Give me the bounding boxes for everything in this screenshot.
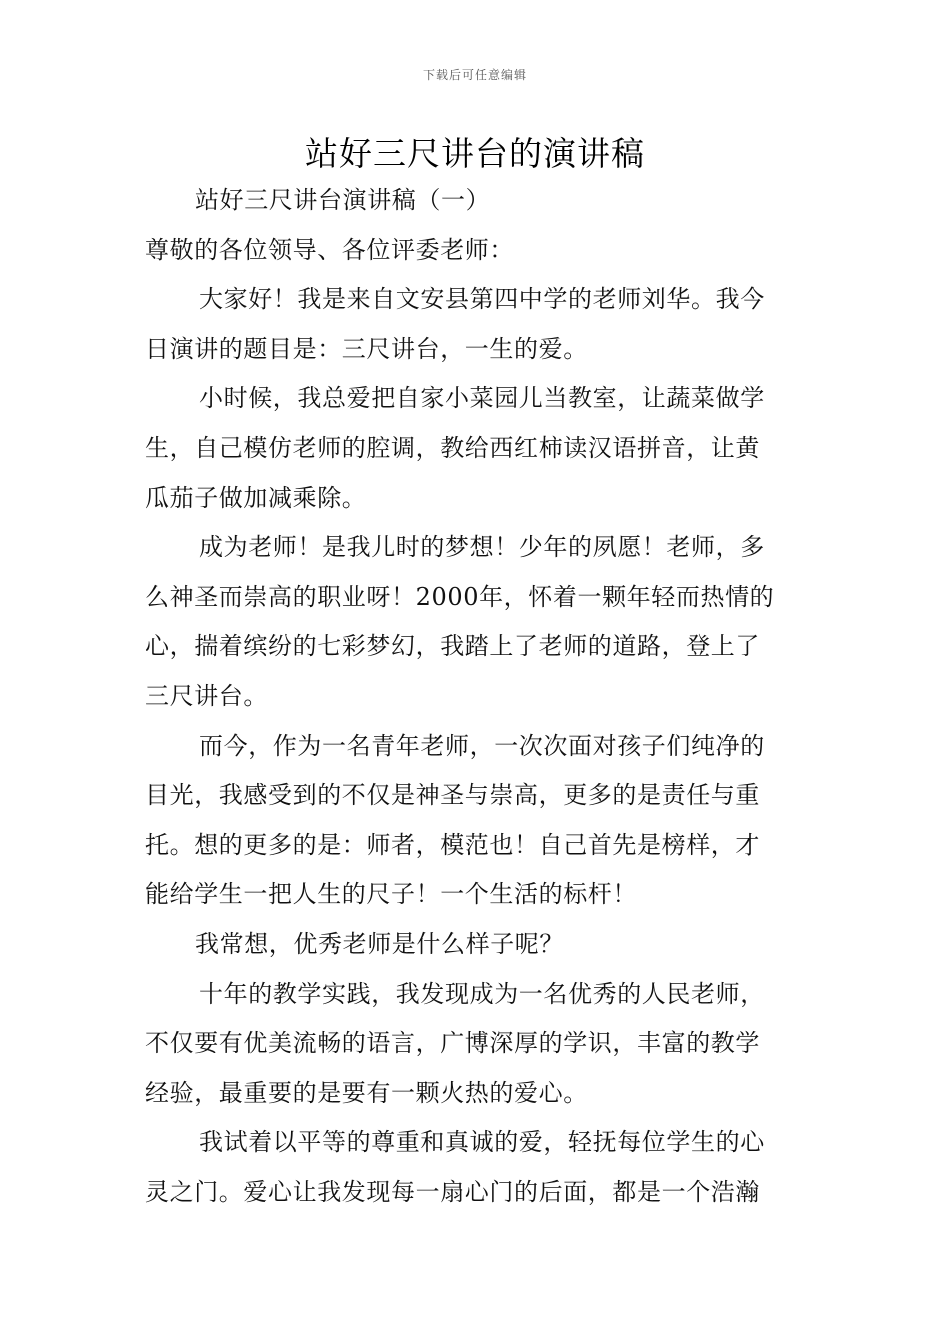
text-line: 我试着以平等的尊重和真诚的爱，轻抚每位学生的心 [199, 1128, 765, 1157]
text-line: 么神圣而崇高的职业呀！2000年，怀着一颗年轻而热情的 [145, 582, 775, 611]
text-line: 瓜茄子做加减乘除。 [145, 483, 367, 512]
text-line: 成为老师！是我儿时的梦想！少年的夙愿！老师，多 [199, 533, 765, 562]
text-line: 经验，最重要的是要有一颗火热的爱心。 [145, 1078, 588, 1107]
text-line: 托。想的更多的是：师者，模范也！自己首先是榜样，才 [145, 830, 760, 859]
text-line: 心，揣着缤纷的七彩梦幻，我踏上了老师的道路，登上了 [145, 632, 760, 661]
text-line: 日演讲的题目是：三尺讲台，一生的爱。 [145, 334, 588, 363]
text-line: 十年的教学实践，我发现成为一名优秀的人民老师， [199, 979, 765, 1008]
text-line: 站好三尺讲台演讲稿（一） [195, 186, 491, 214]
text-line: 能给学生一把人生的尺子！一个生活的标杆！ [145, 880, 637, 909]
text-line: 大家好！我是来自文安县第四中学的老师刘华。我今 [199, 285, 765, 314]
text-line: 不仅要有优美流畅的语言，广博深厚的学识，丰富的教学 [145, 1029, 760, 1058]
text-line: 我常想，优秀老师是什么样子呢？ [195, 929, 564, 958]
text-line: 灵之门。爱心让我发现每一扇心门的后面，都是一个浩瀚 [145, 1177, 760, 1206]
text-line: 生，自己模仿老师的腔调，教给西红柿读汉语拼音，让黄 [145, 433, 760, 462]
text-line: 尊敬的各位领导、各位评委老师： [145, 235, 514, 264]
speech-body [145, 176, 807, 1217]
text-line: 三尺讲台。 [145, 681, 268, 710]
text-line: 而今，作为一名青年老师，一次次面对孩子们纯净的 [199, 731, 765, 760]
document-title: 站好三尺讲台的演讲稿 [305, 134, 645, 173]
header-note: 下载后可任意编辑 [422, 68, 527, 82]
text-line: 小时候，我总爱把自家小菜园儿当教室，让蔬菜做学 [199, 384, 765, 413]
text-line: 目光，我感受到的不仅是神圣与崇高，更多的是责任与重 [145, 781, 760, 810]
